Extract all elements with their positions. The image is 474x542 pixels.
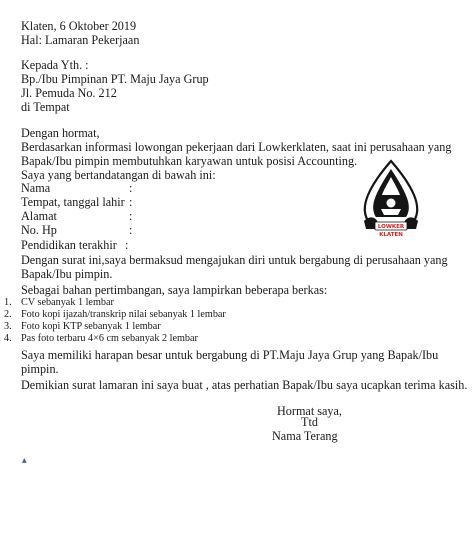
field-colon: : [125, 238, 129, 252]
field-label-alamat: Alamat [21, 209, 57, 223]
greeting: Dengan hormat, [21, 126, 100, 140]
signature-ttd: Ttd [301, 415, 318, 429]
logo-text-klaten: KLATEN [379, 232, 403, 238]
field-label-pendidikan: Pendidikan terakhir [21, 238, 117, 252]
field-label-ttl: Tempat, tanggal lahir [21, 195, 125, 209]
letter-date: Klaten, 6 Oktober 2019 [21, 19, 137, 33]
undersigned-line: Saya yang bertandatangan di bawah ini: [21, 168, 216, 182]
attachment-number: 4. [4, 333, 12, 344]
field-colon: : [129, 209, 133, 223]
logo-text-lowker: LOWKER [377, 224, 405, 230]
attachment-number: 3. [4, 321, 12, 332]
signature-regards: Hormat saya, [277, 404, 342, 418]
recipient-address: Jl. Pemuda No. 212 [21, 86, 117, 100]
attachment-number: 1. [4, 297, 12, 308]
recipient-place: di Tempat [21, 100, 70, 114]
cursor-marker-icon: ▲ [22, 457, 27, 464]
field-label-nohp: No. Hp [21, 223, 57, 237]
attachment-item: Foto kopi KTP sebanyak 1 lembar [21, 321, 161, 332]
attachment-number: 2. [4, 309, 12, 320]
recipient-salutation: Kepada Yth. : [21, 58, 89, 72]
recipient-name: Bp./Ibu Pimpinan PT. Maju Jaya Grup [21, 72, 209, 86]
intro-paragraph-line2: Bapak/Ibu pimpin membutuhkan karyawan untuk posisi Accounting. [21, 154, 358, 168]
field-colon: : [129, 195, 133, 209]
field-colon: : [129, 181, 133, 195]
letter-subject: Hal: Lamaran Pekerjaan [21, 33, 140, 47]
field-label-nama: Nama [21, 181, 51, 195]
attachment-item: Pas foto terbaru 4×6 cm sebanyak 2 lembar [21, 333, 198, 344]
closing-paragraph: Demikian surat lamaran ini saya buat , atas perhatian Bapak/Ibu saya ucapkan terima kasih. [21, 378, 468, 392]
intro-paragraph-line1: Berdasarkan informasi lowongan pekerjaan dari Lowkerklaten, saat ini perusahaan yang [21, 140, 452, 154]
attachment-item: CV sebanyak 1 lembar [21, 297, 114, 308]
signature-name: Nama Terang [272, 429, 338, 443]
apply-paragraph-line2: Bapak/Ibu pimpin. [21, 267, 113, 281]
attachment-item: Foto kopi ijazah/transkrip nilai sebanyak 1 lembar [21, 309, 226, 320]
attachments-intro: Sebagai bahan pertimbangan, saya lampirkan beberapa berkas: [21, 283, 328, 297]
wayang-gunungan-logo-icon [354, 159, 428, 239]
hope-paragraph-line1: Saya memiliki harapan besar untuk bergabung di PT.Maju Jaya Grup yang Bapak/Ibu [21, 348, 439, 362]
field-colon: : [129, 223, 133, 237]
apply-paragraph-line1: Dengan surat ini,saya bermaksud mengajukan diri untuk bergabung di perusahaan yang [21, 253, 448, 267]
hope-paragraph-line2: pimpin. [21, 362, 59, 376]
